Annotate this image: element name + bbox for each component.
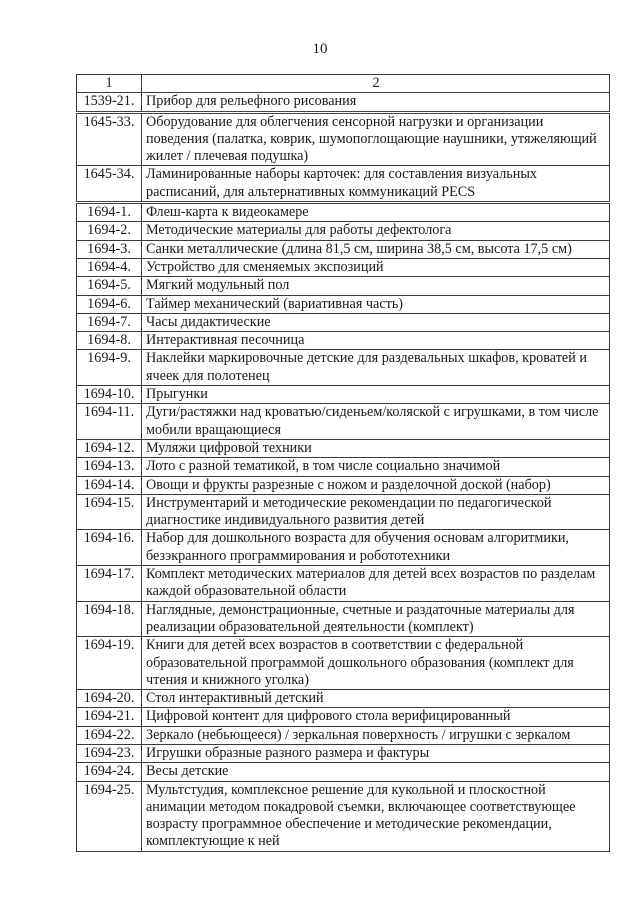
table-row	[77, 439, 610, 457]
row-description: Зеркало (небьющееся) / зеркальная поверхность / игрушки с зеркалом	[142, 726, 610, 744]
row-number: 1694-19.	[77, 637, 142, 690]
table-row	[77, 637, 610, 690]
row-description: Методические материалы для работы дефектолога	[142, 222, 610, 240]
row-number: 1694-18.	[77, 601, 142, 637]
row-description: Оборудование для облегчения сенсорной нагрузки и организации поведения (палатка, коврик, шумопоглощающие наушники, утяжеляющий жилет / плечевая подушка)	[142, 112, 610, 166]
row-description: Наглядные, демонстрационные, счетные и раздаточные материалы для реализации образовательной деятельности (комплект)	[142, 601, 610, 637]
page-number: 10	[312, 41, 328, 57]
row-number: 1694-25.	[77, 781, 142, 851]
table-row	[77, 332, 610, 350]
row-number: 1694-15.	[77, 494, 142, 530]
table-row	[77, 386, 610, 404]
row-description: Комплект методических материалов для детей всех возрастов по разделам каждой образовательной области	[142, 566, 610, 602]
row-number: 1694-1.	[77, 203, 142, 222]
row-number: 1694-12.	[77, 439, 142, 457]
table-row	[77, 240, 610, 258]
table-header-row	[77, 75, 610, 93]
row-description: Муляжи цифровой техники	[142, 439, 610, 457]
row-description: Дуги/растяжки над кроватью/сиденьем/коляской с игрушками, в том числе мобили вращающиеся	[142, 404, 610, 440]
row-number: 1694-9.	[77, 350, 142, 386]
row-number: 1645-34.	[77, 166, 142, 203]
row-number: 1694-7.	[77, 313, 142, 331]
row-number: 1694-20.	[77, 690, 142, 708]
row-number: 1694-14.	[77, 476, 142, 494]
row-number: 1694-4.	[77, 258, 142, 276]
table-row	[77, 530, 610, 566]
row-description: Игрушки образные разного размера и фактуры	[142, 744, 610, 762]
row-description: Прыгунки	[142, 386, 610, 404]
table-row	[77, 112, 610, 166]
table-row	[77, 203, 610, 222]
row-description: Цифровой контент для цифрового стола верифицированный	[142, 708, 610, 726]
row-number: 1694-13.	[77, 458, 142, 476]
row-number: 1694-24.	[77, 763, 142, 781]
column-header-number: 1	[77, 75, 142, 93]
table-row	[77, 277, 610, 295]
row-description: Флеш-карта к видеокамере	[142, 203, 610, 222]
row-description: Прибор для рельефного рисования	[142, 93, 610, 112]
row-description: Таймер механический (вариативная часть)	[142, 295, 610, 313]
table-row	[77, 708, 610, 726]
row-description: Инструментарий и методические рекомендации по педагогической диагностике индивидуального развития детей	[142, 494, 610, 530]
table-row	[77, 350, 610, 386]
row-number: 1694-2.	[77, 222, 142, 240]
table-row	[77, 744, 610, 762]
row-description: Устройство для сменяемых экспозиций	[142, 258, 610, 276]
row-number: 1694-6.	[77, 295, 142, 313]
row-number: 1694-21.	[77, 708, 142, 726]
table-row	[77, 458, 610, 476]
row-number: 1694-23.	[77, 744, 142, 762]
row-number: 1694-22.	[77, 726, 142, 744]
row-number: 1694-10.	[77, 386, 142, 404]
table-row	[77, 726, 610, 744]
table-row	[77, 566, 610, 602]
row-description: Интерактивная песочница	[142, 332, 610, 350]
table-row	[77, 404, 610, 440]
row-description: Санки металлические (длина 81,5 см, ширина 38,5 см, высота 17,5 см)	[142, 240, 610, 258]
table-row	[77, 494, 610, 530]
table-row	[77, 295, 610, 313]
table-row	[77, 763, 610, 781]
table-row	[77, 222, 610, 240]
row-description: Весы детские	[142, 763, 610, 781]
row-number: 1645-33.	[77, 112, 142, 166]
row-description: Мультстудия, комплексное решение для кукольной и плоскостной анимации методом покадровой съемки, включающее соответствующее возрасту программное обеспечение и методические рекомендации, комплектующие к ней	[142, 781, 610, 851]
row-number: 1694-16.	[77, 530, 142, 566]
table-row	[77, 93, 610, 112]
row-description: Лото с разной тематикой, в том числе социально значимой	[142, 458, 610, 476]
row-description: Мягкий модульный пол	[142, 277, 610, 295]
table-row	[77, 166, 610, 203]
row-number: 1539-21.	[77, 93, 142, 112]
row-number: 1694-3.	[77, 240, 142, 258]
row-number: 1694-11.	[77, 404, 142, 440]
table-row	[77, 313, 610, 331]
row-number: 1694-17.	[77, 566, 142, 602]
row-description: Часы дидактические	[142, 313, 610, 331]
row-number: 1694-5.	[77, 277, 142, 295]
row-description: Наклейки маркировочные детские для раздевальных шкафов, кроватей и ячеек для полотенец	[142, 350, 610, 386]
items-table	[76, 74, 610, 852]
column-header-name: 2	[142, 75, 610, 93]
table-row	[77, 476, 610, 494]
table-row	[77, 258, 610, 276]
row-description: Овощи и фрукты разрезные с ножом и разделочной доской (набор)	[142, 476, 610, 494]
row-description: Набор для дошкольного возраста для обучения основам алгоритмики, безэкранного программирования и робототехники	[142, 530, 610, 566]
row-number: 1694-8.	[77, 332, 142, 350]
table-row	[77, 601, 610, 637]
row-description: Книги для детей всех возрастов в соответствии с федеральной образовательной программой дошкольного образования (комплект для чтения и книжного уголка)	[142, 637, 610, 690]
row-description: Стол интерактивный детский	[142, 690, 610, 708]
table-row	[77, 781, 610, 851]
table-row	[77, 690, 610, 708]
row-description: Ламинированные наборы карточек: для составления визуальных расписаний, для альтернативных коммуникаций PECS	[142, 166, 610, 203]
